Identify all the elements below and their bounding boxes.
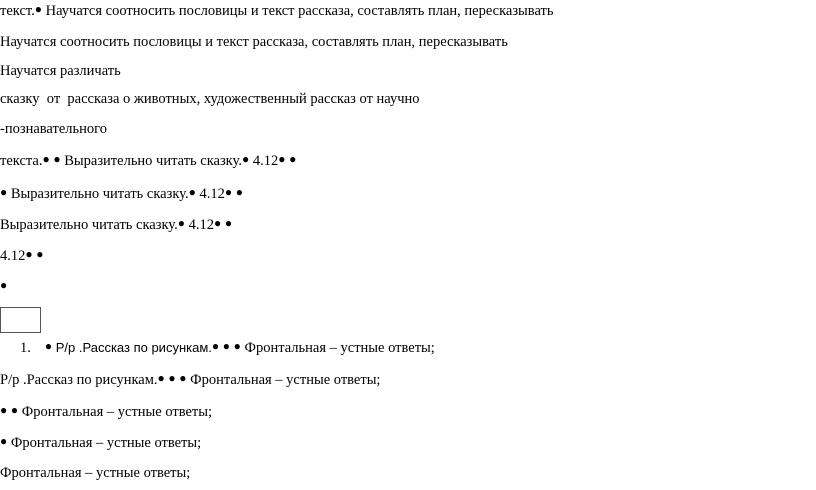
line-1-text-a: текст.: [0, 3, 35, 19]
line-11-text-b: Фронтальная – устные ответы;: [240, 340, 435, 356]
line-1-text-b: Научатся соотносить пословицы и текст рассказа, составлять план, пересказывать: [42, 3, 554, 19]
line-2-text: Научатся соотносить пословицы и текст рассказа, составлять план, пересказывать: [0, 34, 508, 50]
line-8-text-c: 4.12: [184, 217, 214, 233]
bullet-icon: ●: [0, 278, 8, 292]
bullet-icon: ●: [235, 185, 243, 199]
bullet-icon: ●: [188, 185, 196, 199]
bullet-icon: ●: [10, 403, 19, 417]
text-line-4: [0, 90, 420, 108]
text-line-13: [0, 401, 212, 421]
bullet-icon: ●: [177, 216, 185, 230]
line-12-text-a: Р/р .Рассказ по рисункам.: [0, 372, 158, 388]
text-line-14: [0, 432, 201, 452]
text-line-2: [0, 33, 508, 51]
text-line-9: [0, 245, 44, 265]
line-5-text: -познавательного: [0, 121, 107, 137]
bullet-icon: ●: [53, 152, 61, 166]
bullet-icon: ●: [222, 339, 231, 353]
text-line-7: [0, 183, 243, 203]
line-6-text-b: Выразительно читать сказку.: [60, 153, 242, 169]
bullet-icon: ●: [25, 247, 33, 261]
bullet-icon: ●: [213, 216, 222, 230]
bullet-icon: ●: [278, 152, 286, 166]
bullet-icon: ●: [34, 2, 43, 16]
text-line-1: [0, 0, 553, 20]
text-line-12: [0, 369, 380, 389]
bullet-icon: ●: [224, 185, 233, 199]
bullet-icon: ●: [44, 339, 53, 353]
bullet-icon: ●: [241, 152, 250, 166]
text-line-15: [0, 464, 190, 482]
bullet-icon: ●: [36, 247, 44, 261]
numbered-list-item: [20, 337, 435, 357]
empty-box: [0, 307, 41, 333]
bullet-icon: ●: [224, 216, 233, 230]
text-line-10: [0, 276, 7, 296]
bullet-icon: ●: [42, 152, 50, 166]
line-6-text-c: 4.12: [249, 153, 279, 169]
bullet-icon: ●: [168, 371, 176, 385]
line-7-text-b: Выразительно читать сказку.: [7, 186, 189, 202]
text-line-6: [0, 150, 296, 170]
text-line-5: [0, 120, 107, 138]
bullet-icon: ●: [0, 403, 8, 417]
line-9-text: 4.12: [0, 248, 26, 264]
line-6-text-a: текста.: [0, 153, 43, 169]
bullet-icon: ●: [157, 371, 165, 385]
line-12-text-b: Фронтальная – устные ответы;: [186, 372, 381, 388]
bullet-icon: ●: [179, 371, 187, 385]
list-number: 1.: [20, 340, 31, 356]
line-8-text-a: Выразительно читать сказку.: [0, 217, 178, 233]
line-13-text: Фронтальная – устные ответы;: [18, 404, 213, 420]
text-line-3: [0, 62, 121, 80]
bullet-icon: ●: [0, 185, 8, 199]
bullet-icon: ●: [233, 339, 241, 353]
line-3-text: Научатся различать: [0, 63, 121, 79]
line-14-text: Фронтальная – устные ответы;: [7, 435, 202, 451]
text-line-8: [0, 214, 232, 234]
line-11-text-a: Р/р .Рассказ по рисункам.: [52, 340, 212, 355]
line-15-text: Фронтальная – устные ответы;: [0, 465, 191, 481]
line-4-text: сказку от рассказа о животных, художественный рассказ от научно: [0, 91, 420, 107]
line-7-text-c: 4.12: [195, 186, 225, 202]
bullet-icon: ●: [211, 339, 220, 353]
bullet-icon: ●: [0, 434, 8, 448]
bullet-icon: ●: [289, 152, 297, 166]
